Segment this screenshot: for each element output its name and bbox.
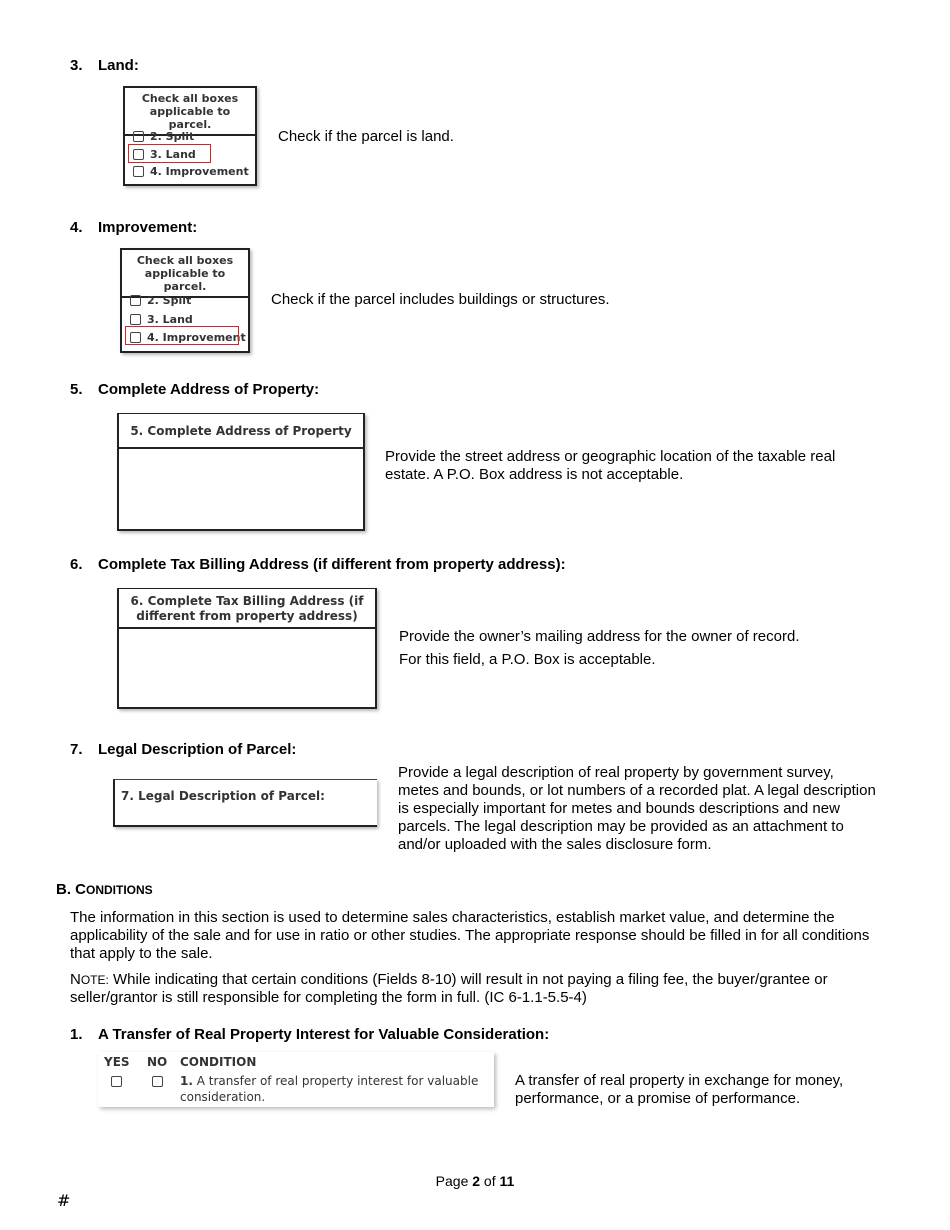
box-header: 7. Legal Description of Parcel: [121,789,325,803]
highlight-box [128,144,211,163]
option-improvement[interactable]: 4. Improvement [133,165,249,178]
section-3-description: Check if the parcel is land. [278,128,454,145]
condition-1-label: 1. A transfer of real property interest for valuable consideration. [180,1074,479,1104]
col-condition: CONDITION [180,1055,257,1069]
col-no: NO [147,1055,168,1069]
option-split[interactable]: 2. Split [130,294,191,307]
page-number: Page 2 of 11 [435,1173,515,1189]
option-split[interactable]: 2. Split [133,130,194,143]
condition-1-heading: 1. A Transfer of Real Property Interest for Valuable Consideration: [70,1026,550,1043]
footer-hash: # [57,1191,71,1210]
section-4-description: Check if the parcel includes buildings or structures. [271,291,610,308]
yes-checkbox[interactable] [111,1076,122,1087]
section-6-heading: 6. Complete Tax Billing Address (if different from property address): [70,556,566,573]
section-5-heading: 5. Complete Address of Property: [70,381,320,398]
no-checkbox[interactable] [152,1076,163,1087]
highlight-box [125,326,239,345]
section-3-heading: 3. Land: [70,57,139,74]
option-land[interactable]: 3. Land [130,313,193,326]
address-input-area[interactable] [119,449,363,525]
checkbox-icon[interactable] [130,314,141,325]
land-checkbox-form-box [123,86,257,186]
section-5-description: Provide the street address or geographic location of the taxable real estate. A P.O. Box address is not acceptable. [385,448,836,483]
option-improvement[interactable]: 4. Improvement [130,331,246,344]
conditions-heading: B. CONDITIONS [56,881,153,898]
condition-1-form-box [98,1052,494,1107]
section-6-description-2: For this field, a P.O. Box is acceptable. [399,651,656,668]
billing-address-form-box [117,588,377,709]
box-header: 6. Complete Tax Billing Address (if different from property address) [119,589,375,629]
conditions-note: NOTE: While indicating that certain conditions (Fields 8-10) will result in not paying a filing fee, the buyer/grantee or seller/grantor is still responsible for completing the form in full. (IC 6-1.1-5.5-4) [70,971,828,1006]
section-7-heading: 7. Legal Description of Parcel: [70,741,297,758]
section-6-description-1: Provide the owner’s mailing address for the owner of record. [399,628,800,645]
option-land[interactable]: 3. Land [133,148,196,161]
conditions-intro: The information in this section is used to determine sales characteristics, establish market value, and determine the applicability of the sale and for use in ratio or other studies. The appropriate response should be filled in for all conditions that apply to the sale. [70,909,870,962]
section-7-description: Provide a legal description of real property by government survey, metes and bounds, or lot numbers of a recorded plat. A legal description is especially important for metes and bounds descriptions and new parcels. The legal description may be provided as an attachment to and/or uploaded with the sales disclosure form. [398,764,876,853]
billing-address-input-area[interactable] [119,629,375,707]
section-4-heading: 4. Improvement: [70,219,198,236]
checkbox-icon[interactable] [130,295,141,306]
improvement-checkbox-form-box [120,248,250,353]
box-header: Check all boxes applicable to parcel. [122,250,248,298]
property-address-form-box [117,413,365,531]
legal-description-form-box[interactable] [113,779,377,827]
box-header: Check all boxes applicable to parcel. [125,88,255,136]
col-yes: YES [104,1055,130,1069]
checkbox-icon[interactable] [133,166,144,177]
condition-1-description: A transfer of real property in exchange for money, performance, or a promise of performance. [515,1072,844,1107]
checkbox-icon[interactable] [133,131,144,142]
box-header: 5. Complete Address of Property [119,414,363,449]
